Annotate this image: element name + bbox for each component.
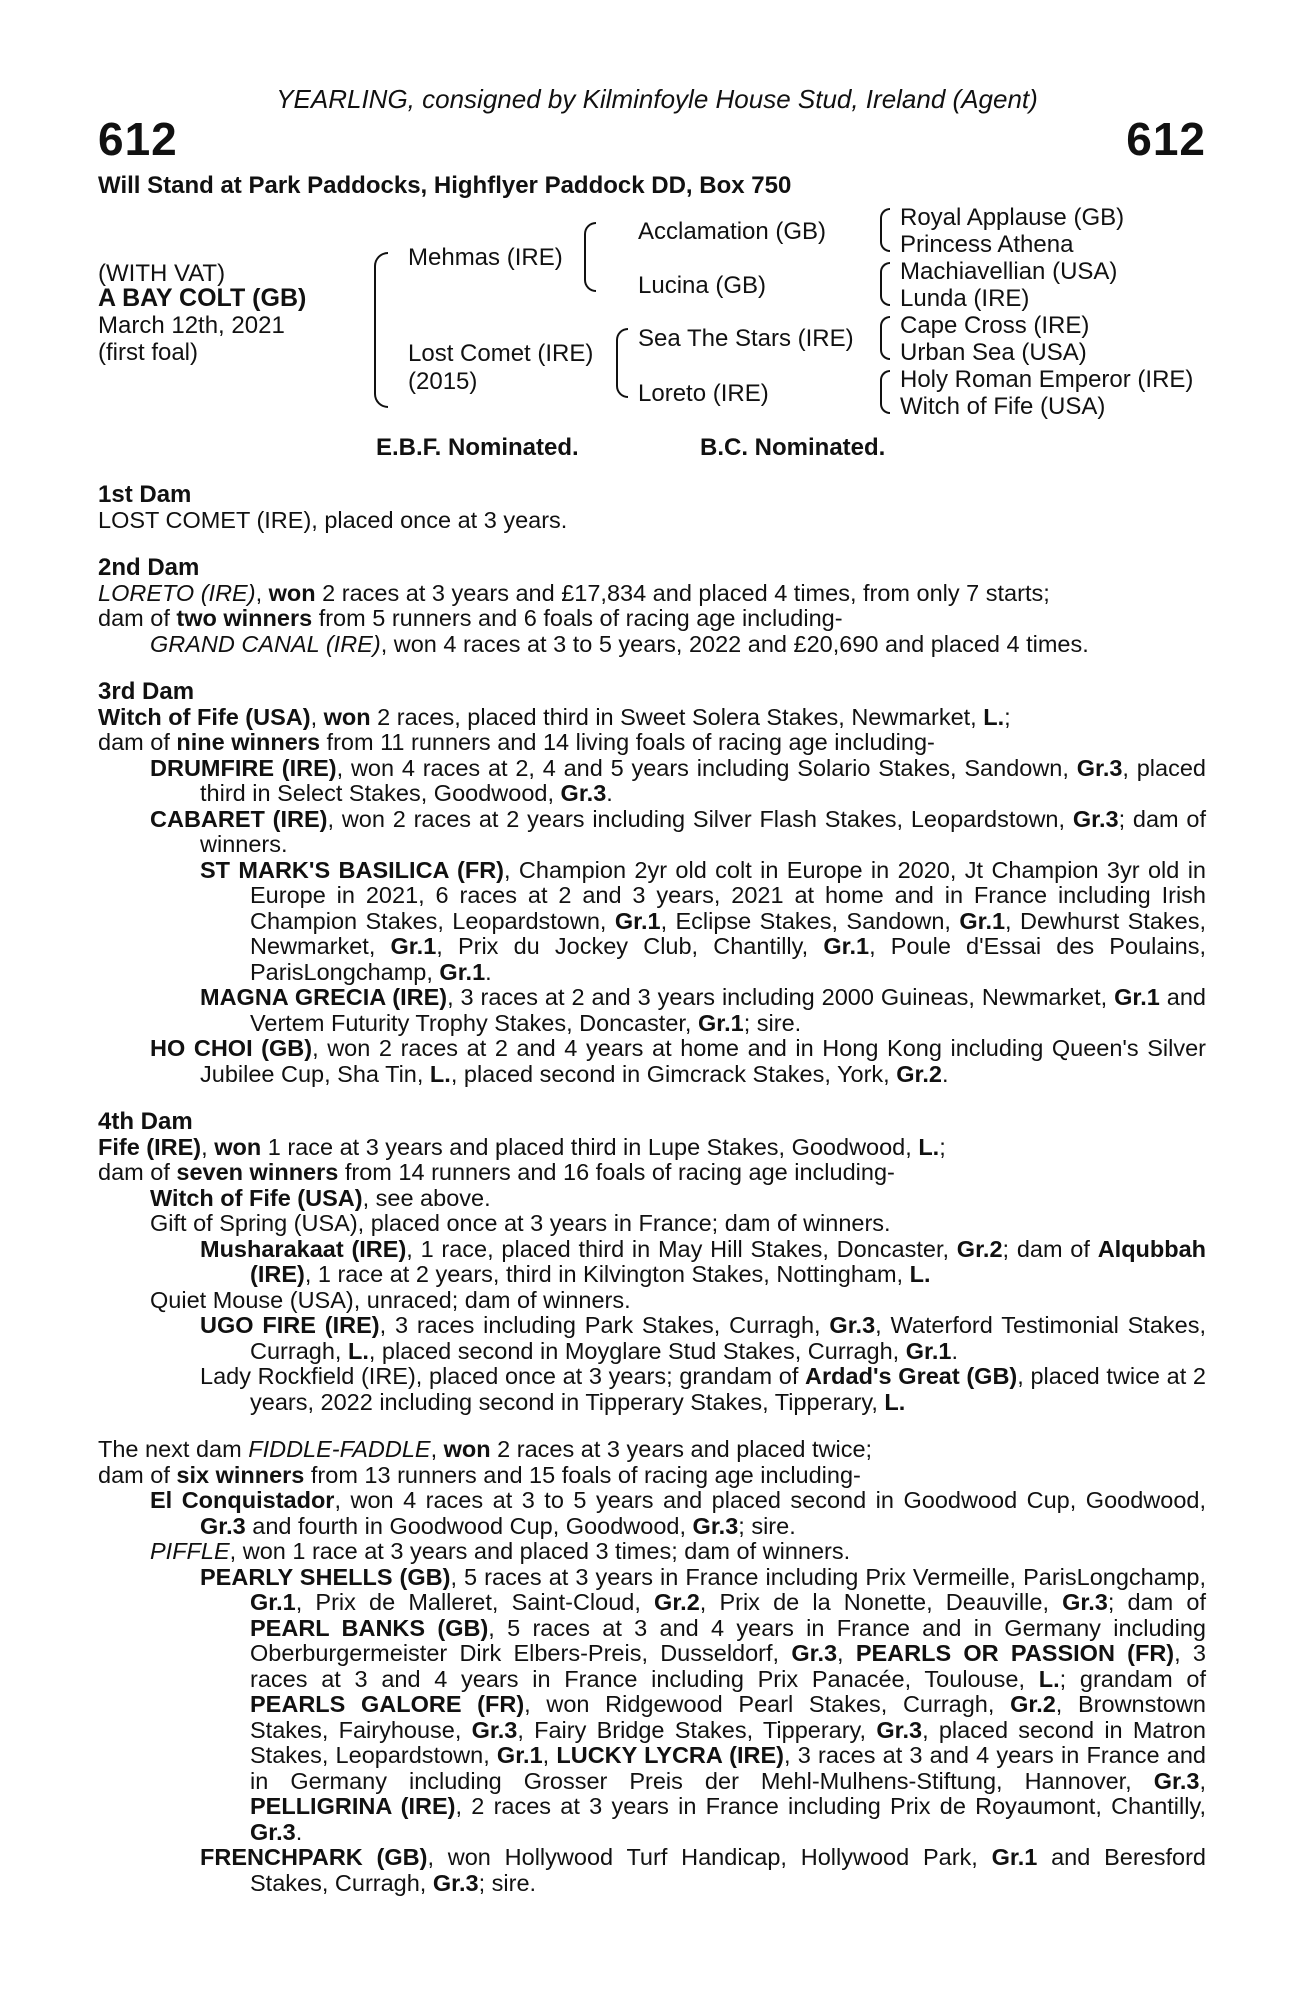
grade: Gr.1	[698, 1009, 744, 1036]
grade: Gr.3	[560, 780, 607, 806]
text: ,	[1199, 1767, 1206, 1794]
produce-entry	[98, 1539, 1206, 1565]
stand-location: Will Stand at Park Paddocks, Highflyer Paddock DD, Box 750	[98, 172, 792, 199]
ebf-nomination: E.B.F. Nominated.	[376, 434, 579, 461]
text: 2 races, placed third in Sweet Solera Stakes, Newmarket,	[370, 703, 984, 730]
pedigree-chart	[0, 0, 1314, 440]
text: , 5 races at 3 and 4 years in France and in Germany including Oberburgermeister Dirk Elbers-Preis, Dusseldorf,	[250, 1614, 1206, 1666]
horse-name: Ardad's Great (GB)	[805, 1363, 1018, 1389]
won-label: won	[443, 1436, 491, 1462]
text: dam of	[98, 1159, 177, 1185]
text: , Eclipse Stakes, Sandown,	[660, 907, 960, 934]
text: , Fairy Bridge Stakes, Tipperary,	[517, 1716, 877, 1743]
produce-entry	[98, 632, 1206, 658]
dam-name: FIDDLE-FADDLE	[248, 1436, 431, 1462]
text: , Brownstown Stakes, Fairyhouse,	[250, 1691, 1206, 1743]
text: , 3 races at 3 and 4 years in France including Prix Panacée, Toulouse,	[250, 1640, 1206, 1692]
grade: L.	[429, 1060, 451, 1087]
text: , 3 races at 2 and 3 years including 2000 Guineas, Newmarket,	[447, 984, 1115, 1010]
grade: Gr.3	[1072, 805, 1119, 832]
text: 2 races at 3 years and placed twice;	[490, 1436, 873, 1462]
grade: Gr.3	[1076, 754, 1123, 781]
brace-g3	[880, 316, 890, 360]
produce-entry	[98, 1186, 1206, 1212]
text: dam of	[98, 605, 177, 631]
horse-name: Alqubbah (IRE)	[250, 1235, 1207, 1287]
grade: L.	[983, 703, 1005, 730]
sire: Mehmas (IRE)	[408, 244, 563, 271]
section-heading: 4th Dam	[98, 1108, 193, 1135]
text: ; dam of winners.	[200, 805, 1206, 857]
text: , placed twice at 2 years, 2022 including second in Tipperary Stakes, Tipperary,	[250, 1363, 1206, 1415]
text: , 5 races at 3 years in France including Prix Vermeille, ParisLongchamp,	[450, 1563, 1206, 1590]
produce-entry	[98, 1488, 1206, 1539]
text: .	[951, 1337, 958, 1364]
text: , placed second in Moyglare Stud Stakes, Curragh,	[368, 1337, 906, 1364]
sire-dam: Lucina (GB)	[638, 272, 767, 299]
dam-entry	[98, 1437, 1206, 1463]
text: , won 2 races at 2 years including Silver Flash Stakes, Leopardstown,	[327, 805, 1073, 832]
foaling-date: March 12th, 2021	[98, 312, 285, 339]
text: 2 races at 3 years and £17,834 and placed 4 times, from only 7 starts;	[315, 579, 1050, 606]
section-heading: 2nd Dam	[98, 554, 200, 581]
bc-nomination: B.C. Nominated.	[700, 434, 886, 461]
grade: Gr.3	[200, 1512, 246, 1539]
produce-summary	[98, 730, 1206, 756]
horse-name: UGO FIRE (IRE)	[200, 1312, 380, 1338]
text: , placed third in Select Stakes, Goodwood,	[200, 754, 1206, 806]
grade: L.	[884, 1388, 906, 1415]
dam-sections	[98, 482, 1206, 1896]
section-heading: 1st Dam	[98, 481, 192, 508]
produce-summary	[98, 1160, 1206, 1186]
grandparent-2: Princess Athena	[900, 231, 1074, 258]
text: Lady Rockfield (IRE), placed once at 3 years; grandam of	[200, 1363, 806, 1389]
grandparent-1: Royal Applause (GB)	[900, 204, 1125, 231]
text: dam of	[98, 1461, 177, 1488]
grade: Gr.3	[471, 1716, 518, 1743]
text: , Poule d'Essai des Poulains, ParisLongchamp,	[250, 933, 1206, 985]
text: from 5 runners and 6 foals of racing age including-	[312, 605, 843, 631]
grade: Gr.1	[991, 1844, 1038, 1870]
horse-name: LUCKY LYCRA (IRE)	[556, 1742, 785, 1768]
brace-sire	[584, 222, 596, 292]
dam-name: Fife (IRE)	[98, 1133, 202, 1160]
text: The next dam	[98, 1436, 249, 1462]
grade: Gr.3	[692, 1512, 739, 1539]
produce-summary	[98, 606, 1206, 632]
text: , Prix du Jockey Club, Chantilly,	[436, 933, 824, 959]
grade: Gr.3	[829, 1312, 876, 1338]
text: ;	[939, 1133, 946, 1160]
won-label: won	[214, 1133, 262, 1160]
text: , 3 races including Park Stakes, Curragh,	[379, 1312, 830, 1338]
horse-name: ST MARK'S BASILICA (FR)	[200, 856, 504, 883]
grade: Gr.3	[1062, 1589, 1108, 1615]
consignment-line: YEARLING, consigned by Kilminfoyle House Stud, Ireland (Agent)	[276, 84, 1038, 114]
text: , won 4 races at 2, 4 and 5 years including Solario Stakes, Sandown,	[336, 754, 1077, 781]
produce-entry	[98, 1565, 1206, 1846]
section-heading: 3rd Dam	[98, 678, 195, 705]
text: .	[485, 958, 492, 985]
text: ; sire.	[743, 1009, 802, 1036]
winners-count: nine winners	[176, 729, 321, 755]
text: , Prix de Malleret, Saint-Cloud,	[295, 1589, 655, 1615]
foal-note: (first foal)	[98, 339, 199, 366]
text: .	[941, 1060, 949, 1087]
won-label: won	[323, 703, 371, 730]
grade: Gr.2	[654, 1589, 700, 1615]
horse-name: El Conquistador	[150, 1487, 335, 1513]
dam-name: Witch of Fife (USA)	[98, 703, 311, 730]
horse-name: DRUMFIRE (IRE)	[150, 754, 337, 781]
text: dam of	[98, 729, 177, 755]
winners-count: seven winners	[176, 1159, 339, 1185]
produce-entry	[98, 1313, 1206, 1364]
text: , won Hollywood Turf Handicap, Hollywood Park,	[427, 1844, 992, 1870]
horse-name: HO CHOI (GB)	[150, 1035, 313, 1061]
grade: Gr.3	[250, 1818, 296, 1845]
third-dam	[98, 679, 1206, 1087]
grade: Gr.1	[823, 933, 870, 959]
grandparent-4: Lunda (IRE)	[900, 285, 1030, 312]
text: ; dam of	[1107, 1589, 1206, 1615]
text: , Champion 2yr old colt in Europe in 2020, Jt Champion 3yr old in Europe in 2021, 6 races at 2 and 3 years, 2021 at home and in France including Irish Champion Stakes, Leopardstown,	[250, 856, 1206, 934]
won-label: won	[268, 579, 316, 606]
dam-entry	[98, 1135, 1206, 1161]
text: 1 race at 3 years and placed third in Lupe Stakes, Goodwood,	[261, 1133, 919, 1160]
text: , see above.	[362, 1184, 491, 1211]
winners-count: two winners	[176, 605, 313, 631]
produce-entry	[98, 858, 1206, 986]
grade: Gr.1	[905, 1337, 952, 1364]
brace-g4	[880, 370, 890, 414]
produce-entry	[98, 1237, 1206, 1288]
grandparent-3: Machiavellian (USA)	[900, 258, 1118, 285]
grade: Gr.1	[439, 958, 486, 985]
grade: Gr.1	[959, 907, 1006, 934]
horse-name: PIFFLE	[150, 1538, 230, 1564]
grade: L.	[918, 1133, 940, 1160]
text: ; sire.	[738, 1512, 796, 1539]
dam-name: LORETO (IRE)	[98, 579, 256, 606]
horse-name: PEARL BANKS (GB)	[250, 1614, 489, 1641]
grade: Gr.1	[614, 907, 661, 934]
grandparent-5: Cape Cross (IRE)	[900, 312, 1090, 339]
grade: Gr.1	[390, 933, 437, 959]
text: , Waterford Testimonial Stakes, Curragh,	[250, 1312, 1206, 1364]
dam-entry: LOST COMET (IRE), placed once at 3 years.	[98, 506, 568, 533]
text: and Vertem Futurity Trophy Stakes, Doncaster,	[250, 984, 1206, 1036]
text: , placed second in Gimcrack Stakes, York,	[450, 1060, 897, 1087]
text: from 11 runners and 14 living foals of racing age including-	[320, 729, 935, 755]
lot-number-right: 612	[1126, 113, 1206, 165]
grade: Gr.2	[1010, 1691, 1056, 1717]
dam-entry	[98, 705, 1206, 731]
text: , 3 races at 3 and 4 years in France and in Germany including Grosser Preis der Mehl-Mulhens-Stiftung, Hannover,	[250, 1742, 1207, 1794]
grade: L.	[1038, 1665, 1060, 1692]
text: , won 1 race at 3 years and placed 3 times; dam of winners.	[229, 1538, 851, 1564]
text: ,	[430, 1436, 444, 1462]
grade: L.	[909, 1261, 931, 1287]
second-dam	[98, 555, 1206, 657]
dam-entry	[98, 581, 1206, 607]
grade: Gr.1	[496, 1742, 543, 1768]
produce-summary	[98, 1463, 1206, 1489]
text: , 1 race at 2 years, third in Kilvington Stakes, Nottingham,	[304, 1261, 910, 1287]
text: , won 4 races at 3 to 5 years, 2022 and £20,690 and placed 4 times.	[380, 630, 1089, 657]
text: , won 2 races at 2 and 4 years at home and in Hong Kong including Queen's Silver Jubilee Cup, Sha Tin,	[200, 1035, 1206, 1087]
dam-dam: Loreto (IRE)	[638, 380, 769, 407]
lot-number-left: 612	[98, 113, 178, 165]
winners-count: six winners	[176, 1461, 305, 1488]
brace-dam	[616, 328, 628, 398]
horse-name: PEARLS OR PASSION (FR)	[855, 1640, 1175, 1666]
grade: Gr.3	[791, 1640, 838, 1666]
horse-name: A BAY COLT (GB)	[98, 284, 307, 312]
text: ,	[310, 703, 324, 730]
text: and Beresford Stakes, Curragh,	[250, 1844, 1206, 1896]
text: ,	[542, 1742, 557, 1768]
horse-name: PEARLY SHELLS (GB)	[200, 1563, 451, 1590]
horse-name: Musharakaat (IRE)	[200, 1235, 407, 1262]
produce-entry	[98, 807, 1206, 858]
sire-sire: Acclamation (GB)	[638, 218, 827, 245]
grade: Gr.3	[1153, 1767, 1200, 1794]
brace-main	[374, 252, 388, 408]
grade: Gr.2	[896, 1060, 942, 1087]
grandparent-8: Witch of Fife (USA)	[900, 393, 1106, 420]
grade: Gr.3	[876, 1716, 923, 1743]
brace-g1	[880, 208, 890, 252]
grade: Gr.2	[956, 1235, 1003, 1262]
produce-entry	[98, 756, 1206, 807]
produce-entry	[98, 1845, 1206, 1896]
text: ; dam of	[1002, 1235, 1098, 1262]
next-dam	[98, 1437, 1206, 1896]
produce-entry	[98, 1036, 1206, 1087]
brace-g2	[880, 262, 890, 306]
horse-name: MAGNA GRECIA (IRE)	[200, 984, 448, 1010]
grade: Gr.3	[432, 1869, 479, 1896]
text: , 1 race, placed third in May Hill Stakes, Doncaster,	[406, 1235, 957, 1262]
horse-name: Witch of Fife (USA)	[150, 1184, 363, 1211]
dam-sire: Sea The Stars (IRE)	[638, 325, 854, 352]
text: ,	[255, 579, 269, 606]
produce-entry	[98, 985, 1206, 1036]
grandparent-6: Urban Sea (USA)	[900, 339, 1087, 366]
grade: Gr.1	[250, 1589, 296, 1615]
text: , Dewhurst Stakes, Newmarket,	[250, 907, 1206, 959]
first-dam	[98, 482, 1206, 533]
produce-entry	[98, 1364, 1206, 1415]
text: from 14 runners and 16 foals of racing age including-	[338, 1159, 895, 1185]
text: .	[606, 780, 613, 806]
produce-entry: Quiet Mouse (USA), unraced; dam of winners.	[150, 1286, 631, 1313]
grade: Gr.1	[1114, 984, 1160, 1010]
grandparent-7: Holy Roman Emperor (IRE)	[900, 366, 1194, 393]
text: from 13 runners and 15 foals of racing age including-	[304, 1461, 861, 1488]
text: ; sire.	[478, 1869, 537, 1896]
dam-year: (2015)	[408, 368, 478, 395]
dam: Lost Comet (IRE)	[408, 340, 594, 367]
horse-name: CABARET (IRE)	[150, 805, 328, 832]
fourth-dam	[98, 1109, 1206, 1415]
horse-name: FRENCHPARK (GB)	[200, 1844, 428, 1870]
horse-name: PEARLS GALORE (FR)	[250, 1691, 525, 1717]
text: , Prix de la Nonette, Deauville,	[699, 1589, 1063, 1615]
text: ,	[201, 1133, 215, 1160]
produce-entry: Gift of Spring (USA), placed once at 3 years in France; dam of winners.	[150, 1210, 891, 1236]
horse-name: PELLIGRINA (IRE)	[250, 1793, 456, 1819]
text: and fourth in Goodwood Cup, Goodwood,	[245, 1512, 693, 1539]
text: , placed second in Matron Stakes, Leopardstown,	[250, 1716, 1206, 1768]
text: , won Ridgewood Pearl Stakes, Curragh,	[524, 1691, 1011, 1717]
grade: L.	[347, 1337, 369, 1364]
text: , 2 races at 3 years in France including Prix de Royaumont, Chantilly,	[455, 1793, 1206, 1819]
text: , won 4 races at 3 to 5 years and placed second in Goodwood Cup, Goodwood,	[334, 1487, 1206, 1513]
text: ,	[837, 1640, 856, 1666]
text: .	[295, 1818, 303, 1845]
horse-name: GRAND CANAL (IRE)	[150, 630, 381, 657]
vat-note: (WITH VAT)	[98, 260, 226, 287]
text: ; grandam of	[1059, 1665, 1206, 1692]
text: ;	[1004, 703, 1011, 730]
